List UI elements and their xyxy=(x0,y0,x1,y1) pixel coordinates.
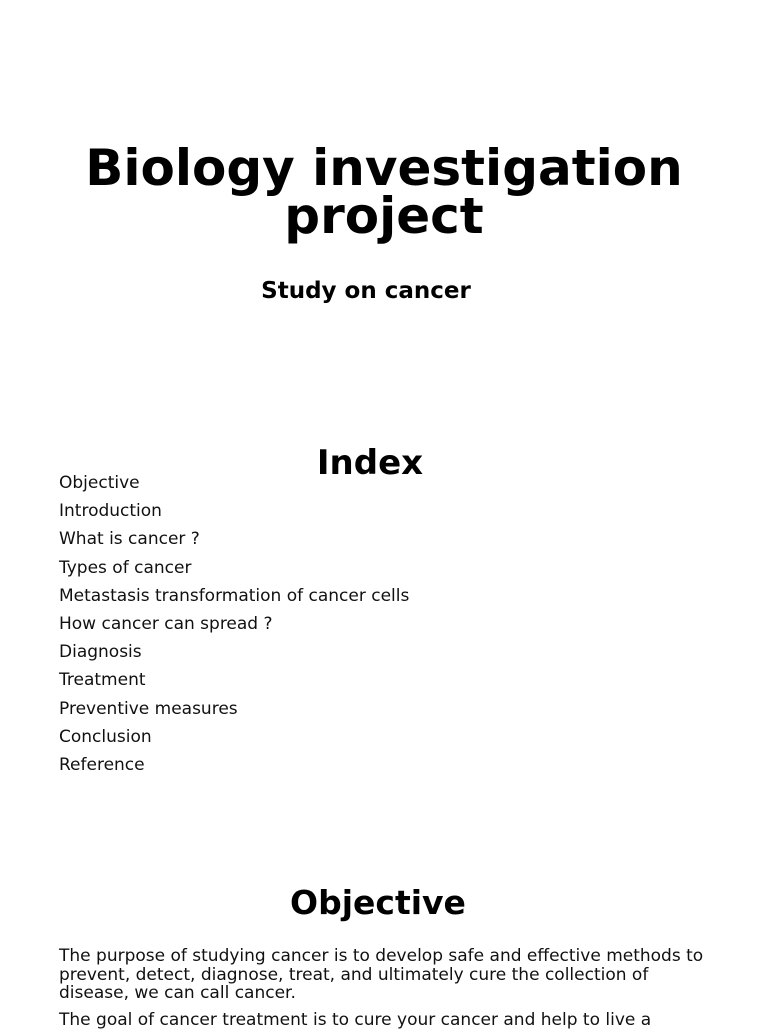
index-item-preventive-measures: Preventive measures xyxy=(59,698,238,719)
index-item-how-cancer-spreads: How cancer can spread ? xyxy=(59,613,273,634)
index-heading: Index xyxy=(316,443,424,483)
index-item-what-is-cancer: What is cancer ? xyxy=(59,529,200,550)
index-item-metastasis: Metastasis transformation of cancer cells xyxy=(59,585,410,606)
index-item-conclusion: Conclusion xyxy=(59,726,152,747)
index-item-objective: Objective xyxy=(59,473,140,493)
objective-paragraph: The purpose of studying cancer is to develop safe and effective methods to prevent, detect, diagnose, treat, and ultimately cure the collection of disease, we can call cancer. xyxy=(59,946,704,1003)
document-subtitle: Study on cancer xyxy=(261,278,471,304)
objective-heading: Objective xyxy=(290,883,466,922)
index-item-treatment: Treatment xyxy=(59,670,146,691)
index-item-reference: Reference xyxy=(59,754,145,775)
index-item-diagnosis: Diagnosis xyxy=(59,642,142,663)
document-title: Biology investigation project xyxy=(85,139,683,245)
objective-paragraph-continued: The goal of cancer treatment is to cure your cancer and help to live a xyxy=(59,1010,652,1030)
index-item-types-of-cancer: Types of cancer xyxy=(59,557,192,578)
index-list xyxy=(59,469,409,779)
index-item-introduction: Introduction xyxy=(59,501,162,522)
